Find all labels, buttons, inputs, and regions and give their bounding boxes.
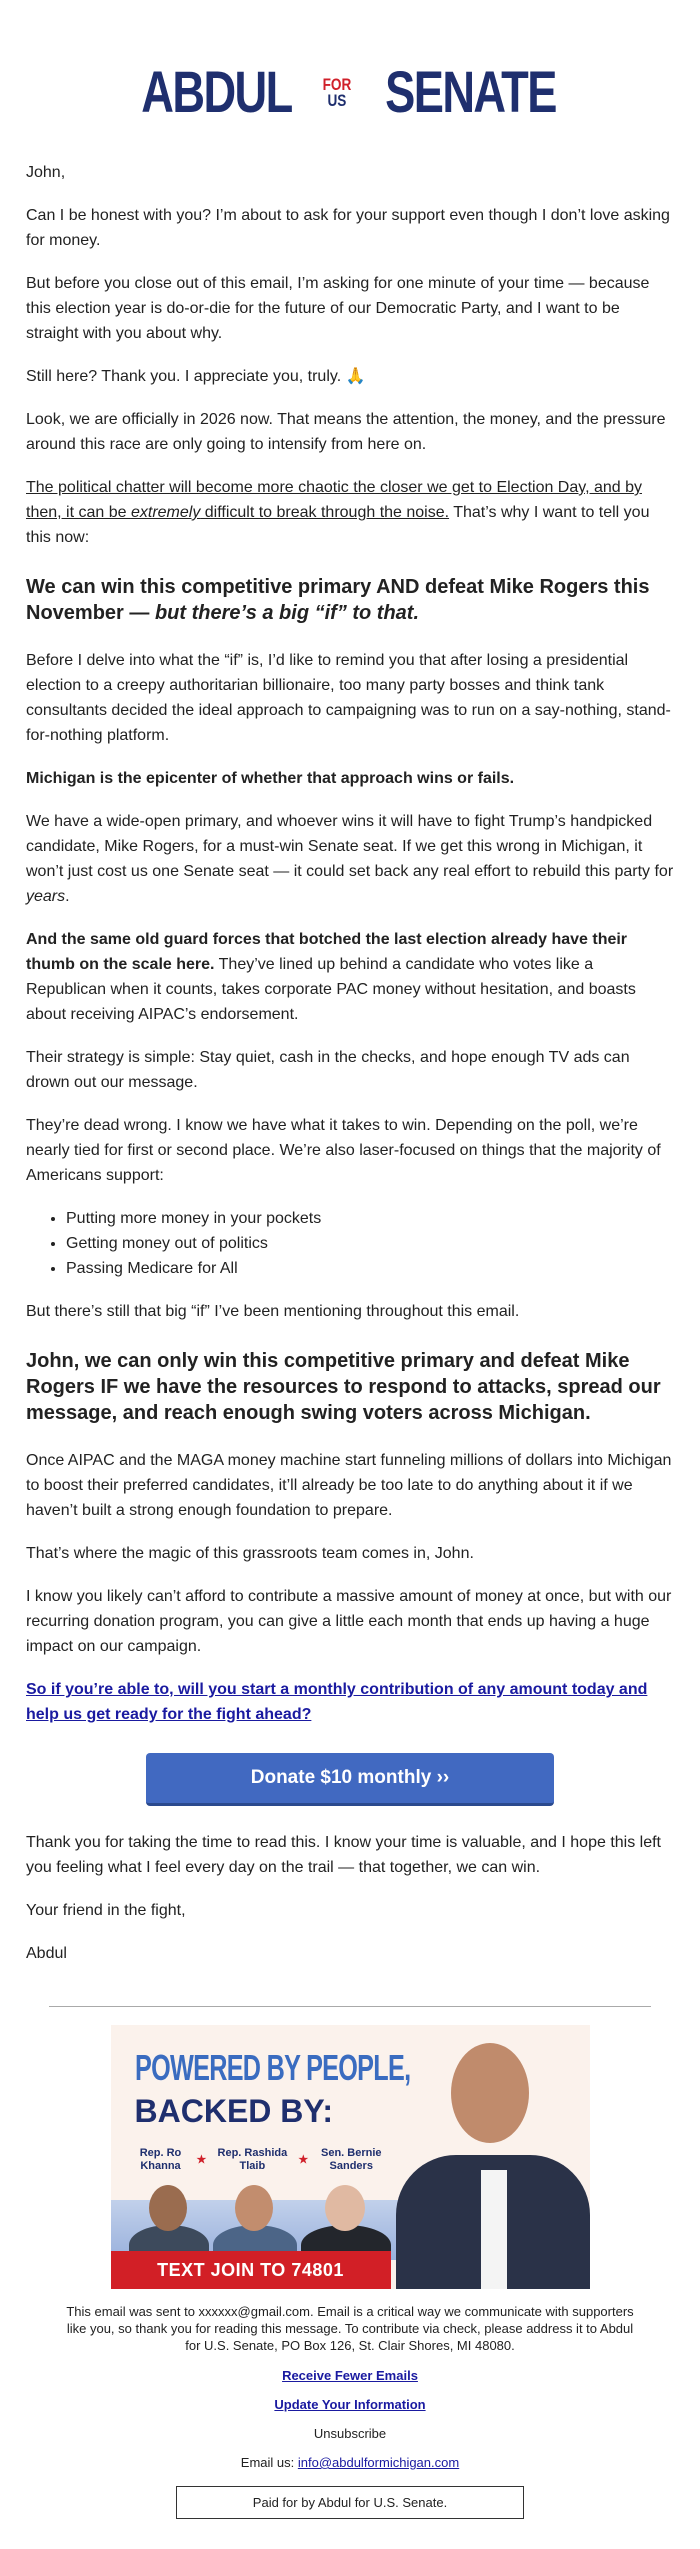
update-information-link[interactable]: Update Your Information bbox=[274, 2397, 426, 2412]
divider bbox=[49, 2006, 651, 2007]
logo-for: FOR bbox=[322, 75, 352, 94]
endorser-face bbox=[235, 2185, 273, 2231]
donate-cta-link[interactable]: So if you’re able to, will you start a monthly contribution of any amount today and help us get ready for the fight ahead? bbox=[26, 1681, 648, 1723]
paragraph: Thank you for taking the time to read this. I know your time is valuable, and I hope this left you feeling what I feel every day on the trail — that together, we can win. bbox=[26, 1834, 661, 1876]
paragraph: They’re dead wrong. I know we have what it takes to win. Depending on the poll, we’re nearly tied for first or second place. We’re also laser-focused on things that the majority of Americans support: bbox=[26, 1117, 661, 1184]
contact-row bbox=[0, 2455, 700, 2470]
endorser-face bbox=[149, 2185, 187, 2231]
endorser-name: Rep. Rashida Tlaib bbox=[217, 2147, 288, 2172]
paragraph: But there’s still that big “if” I’ve been mentioning throughout this email. bbox=[26, 1303, 520, 1320]
candidate-face bbox=[451, 2043, 529, 2143]
unsubscribe-link[interactable]: Unsubscribe bbox=[313, 2426, 387, 2441]
emphasis: extremely bbox=[130, 504, 201, 521]
star-icon: ★ bbox=[298, 2153, 309, 2166]
footer-notice: This email was sent to xxxxxx@gmail.com. Email is a critical way we communicate with supporters like you, so thank you for reading this message. To contribute via check, please address it to Abdul for U.S. Senate, PO Box 126, St. Clair Shores, MI 48080. bbox=[66, 2304, 634, 2353]
text: They’ve lined up behind a candidate who votes like a Republican when it counts, takes corporate PAC money without hesitation, and boasts about receiving AIPAC’s endorsement. bbox=[26, 956, 636, 1023]
paragraph bbox=[26, 364, 674, 389]
endorser-names bbox=[135, 2147, 385, 2173]
text: That’s why I want to tell you this now: bbox=[26, 504, 650, 546]
paragraph: That’s where the magic of this grassroots team comes in, John. bbox=[26, 1545, 474, 1562]
endorser-name: Rep. Ro Khanna bbox=[139, 2147, 182, 2172]
text: The political chatter will become more chaotic the closer we get to Election Day, and by then, it can be bbox=[26, 479, 642, 521]
paragraph: Michigan is the epicenter of whether that approach wins or fails. bbox=[26, 770, 515, 787]
paragraph bbox=[26, 927, 674, 1027]
policy-list bbox=[26, 1206, 674, 1281]
logo-senate: SENATE bbox=[385, 60, 556, 125]
paragraph: Before I delve into what the “if” is, I’d like to remind you that after losing a presidential election to a creepy authoritarian billionaire, too many party bosses and think tank consultants decided the ideal approach to campaigning was to run on a say-nothing, stand-for-nothing platform. bbox=[26, 652, 671, 744]
praying-hands-icon: 🙏 bbox=[345, 368, 366, 385]
paragraph: Once AIPAC and the MAGA money machine start funneling millions of dollars into Michigan to boost their preferred candidates, it’ll already be too late to do anything about it if we haven’t built a strong enough foundation to prepare. bbox=[26, 1452, 672, 1519]
heading bbox=[26, 574, 674, 626]
bold-text: And the same old guard forces that botched the last election already have their thumb on the scale here. bbox=[26, 931, 628, 973]
text-join-bar: TEXT JOIN TO 74801 bbox=[111, 2251, 391, 2289]
text: We can win this competitive primary AND defeat Mike Rogers this November — bbox=[26, 576, 650, 624]
paragraph: Their strategy is simple: Stay quiet, cash in the checks, and hope enough TV ads can drown out our message. bbox=[26, 1049, 630, 1091]
list-item: • Passing Medicare for All bbox=[66, 1256, 674, 1281]
candidate-shirt bbox=[481, 2170, 507, 2289]
list-item: • Getting money out of politics bbox=[66, 1231, 674, 1256]
text: We have a wide-open primary, and whoever wins it will have to fight Trump’s handpicked candidate, Mike Rogers, for a must-win Senate seat. If we get this wrong in Michigan, it won’t just cost us one Senate seat — it could set back any real effort to rebuild this party for bbox=[26, 813, 674, 880]
paragraph bbox=[26, 809, 674, 909]
paragraph: Look, we are officially in 2026 now. That means the attention, the money, and the pressure around this race are only going to intensify from here on. bbox=[26, 411, 666, 453]
banner-headline: POWERED BY PEOPLE, bbox=[134, 2047, 410, 2088]
email-label: Email us: bbox=[240, 2455, 298, 2470]
paid-for-disclaimer: Paid for by Abdul for U.S. Senate. bbox=[176, 2486, 524, 2519]
email-body bbox=[0, 160, 700, 1966]
logo-for-us bbox=[323, 77, 352, 109]
signature: Abdul bbox=[26, 1945, 67, 1962]
logo-abdul: ABDUL bbox=[141, 60, 292, 125]
text: Still here? Thank you. I appreciate you, truly. bbox=[26, 368, 342, 385]
signoff: Your friend in the fight, bbox=[26, 1902, 186, 1919]
receive-fewer-emails-link[interactable]: Receive Fewer Emails bbox=[282, 2368, 418, 2383]
endorsement-banner[interactable] bbox=[111, 2025, 590, 2289]
emphasis: years bbox=[26, 888, 66, 905]
footer-link-row bbox=[0, 2397, 700, 2412]
paragraph: But before you close out of this email, I’m asking for one minute of your time — because this election year is do-or-die for the future of our Democratic Party, and I want to be straight with you about why. bbox=[26, 275, 650, 342]
list-item: • Putting more money in your pockets bbox=[66, 1206, 674, 1231]
banner-subheadline: BACKED BY: bbox=[134, 2093, 334, 2129]
paragraph bbox=[26, 475, 674, 550]
endorser-face bbox=[325, 2185, 365, 2231]
heading: John, we can only win this competitive primary and defeat Mike Rogers IF we have the resources to respond to attacks, spread our message, and reach enough swing voters across Michigan. bbox=[26, 1350, 661, 1424]
paragraph: I know you likely can’t afford to contribute a massive amount of money at once, but with our recurring donation program, you can give a little each month that ends up having a huge impact on our campaign. bbox=[26, 1588, 672, 1655]
footer-link-row bbox=[0, 2368, 700, 2383]
emphasis: but there’s a big “if” to that. bbox=[154, 602, 420, 624]
endorser-name: Sen. Bernie Sanders bbox=[320, 2147, 382, 2172]
greeting: John, bbox=[26, 164, 66, 181]
logo-us: US bbox=[327, 91, 347, 110]
contact-email-link[interactable]: info@abdulformichigan.com bbox=[297, 2455, 460, 2470]
paragraph bbox=[26, 1677, 674, 1727]
star-icon: ★ bbox=[196, 2153, 207, 2166]
campaign-logo bbox=[0, 0, 700, 124]
paragraph: Can I be honest with you? I’m about to ask for your support even though I don’t love asking for money. bbox=[26, 207, 670, 249]
text: . bbox=[65, 888, 70, 905]
button-row bbox=[26, 1753, 674, 1806]
donate-button[interactable]: Donate $10 monthly ›› bbox=[146, 1753, 554, 1806]
text: difficult to break through the noise. bbox=[200, 504, 450, 521]
